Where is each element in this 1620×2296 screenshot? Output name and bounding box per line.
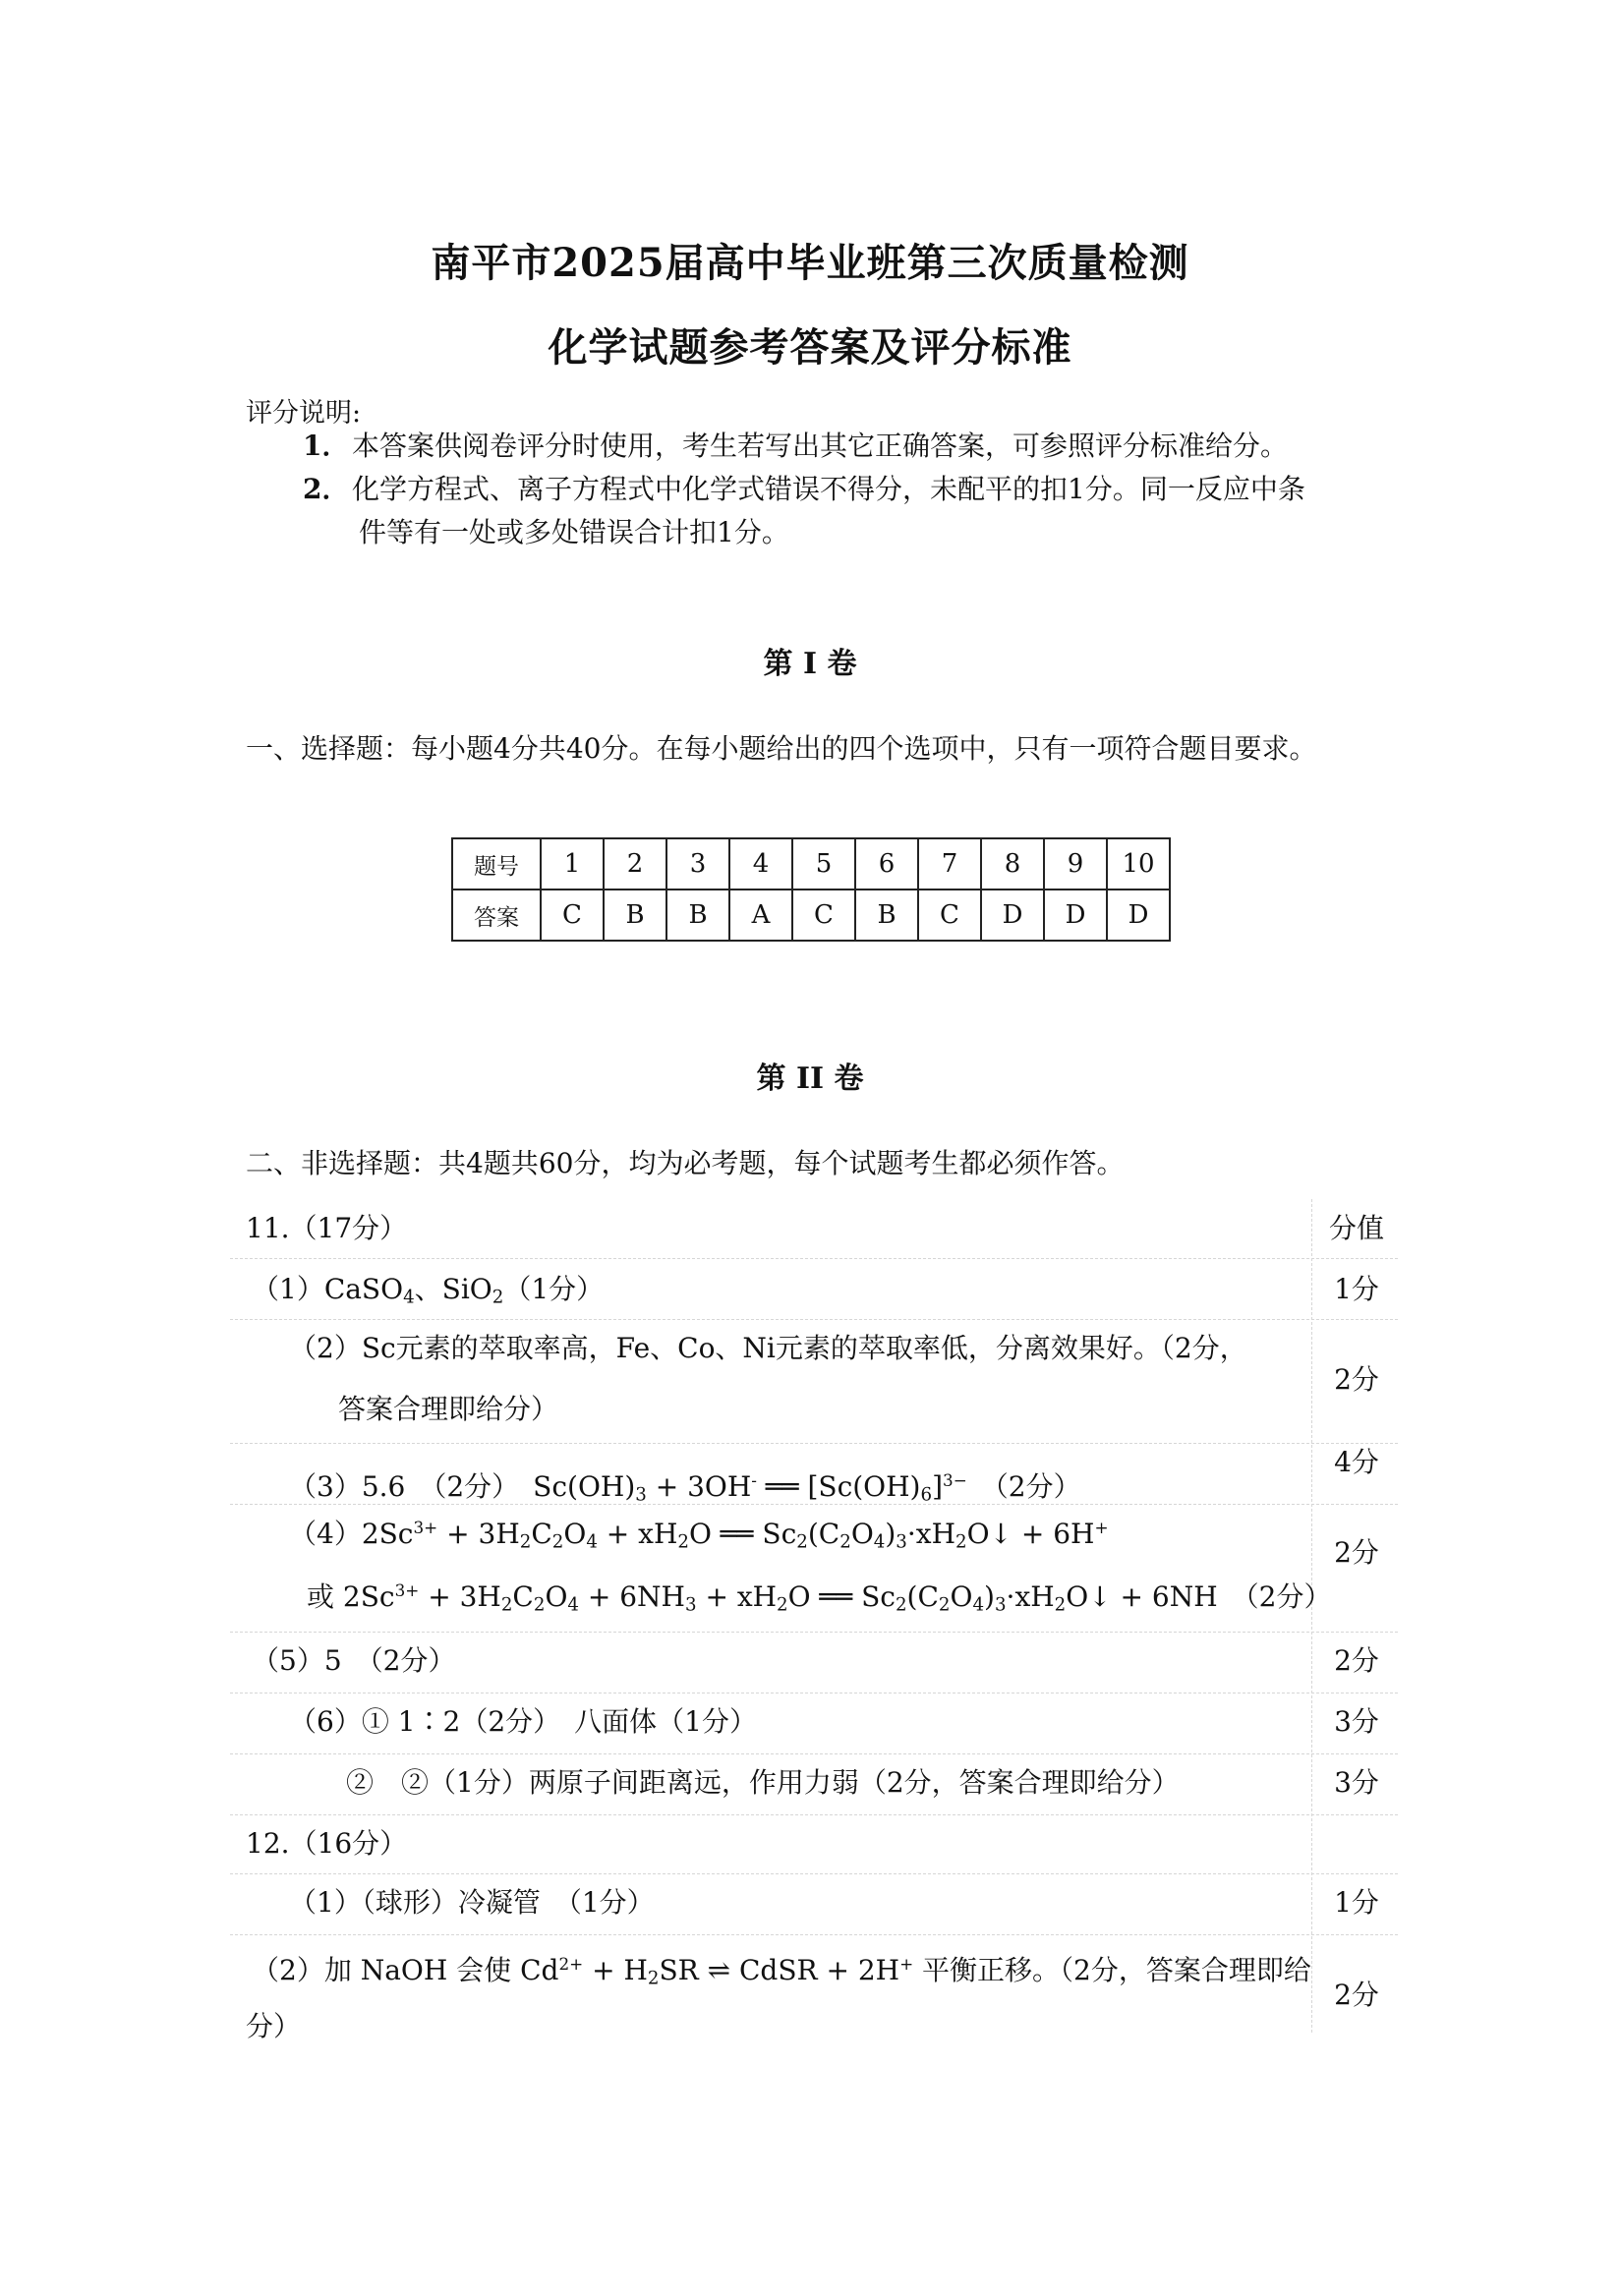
question-12-title: 12.（16分） [246, 1827, 408, 1860]
text-part: O [563, 1518, 587, 1551]
text-part: + xH [696, 1580, 778, 1614]
answer-text: ② ②（1分）两原子间距离远，作用力弱（2分，答案合理即给分） [346, 1766, 1180, 1799]
score-value: 2分 [1334, 1363, 1379, 1396]
note-text: 本答案供阅卷评分时使用，考生若写出其它正确答案，可参照评分标准给分。 [352, 430, 1289, 462]
scoring-note-1 [303, 425, 1384, 468]
text-part: C [512, 1580, 534, 1614]
answer-row-11-5 [230, 1632, 1398, 1693]
note-number: 1． [303, 430, 350, 462]
text-part: (C [906, 1580, 939, 1614]
score-value: 4分 [1334, 1446, 1379, 1478]
row-label-answer: 答案 [452, 890, 541, 941]
text-part: ] [932, 1470, 943, 1504]
question-number: 8 [981, 838, 1044, 890]
subscript: 2 [492, 1287, 504, 1308]
text-part: O ══ Sc [787, 1580, 896, 1614]
answer-row-11-3 [230, 1443, 1398, 1505]
superscript: 3+ [394, 1580, 420, 1600]
note-text-continued: 件等有一处或多处错误合计扣1分。 [359, 516, 789, 548]
text-part: ·xH [1006, 1580, 1055, 1614]
subscript: 3 [684, 1594, 697, 1616]
answer-text: （5）5 （2分） [252, 1644, 456, 1677]
section-1-heading: 一、选择题：每小题4分共40分。在每小题给出的四个选项中，只有一项符合题目要求。 [246, 732, 1317, 765]
text-part: 平衡正移。（2分，答案合理即给 [913, 1954, 1311, 1987]
answer-cell: C [918, 890, 981, 941]
section-2-heading: 二、非选择题：共4题共60分，均为必考题，每个试题考生都必须作答。 [246, 1147, 1125, 1179]
subscript: 2 [1054, 1594, 1067, 1616]
score-column-header: 分值 [1328, 1212, 1384, 1244]
superscript: - [751, 1470, 757, 1490]
answer-row-12-1 [230, 1873, 1398, 1935]
score-value: 2分 [1334, 1979, 1379, 2011]
subscript: 2 [519, 1531, 532, 1553]
answer-text-line2 [307, 1561, 1331, 1636]
text-part: + 6NH [578, 1580, 685, 1614]
text-part: （3）5.6 （2分） Sc(OH) [289, 1470, 636, 1504]
volume-2-heading: 第 II 卷 [756, 1062, 864, 1096]
score-value: 3分 [1334, 1766, 1379, 1799]
answer-row [452, 890, 1170, 941]
text-part: ) [885, 1518, 897, 1551]
superscript: 3+ [413, 1518, 438, 1537]
subscript: 2 [533, 1594, 546, 1616]
answer-row-12-2 [230, 1934, 1398, 2042]
text-part: O [850, 1518, 874, 1551]
note-text: 化学方程式、离子方程式中化学式错误不得分，未配平的扣1分。同一反应中条 [352, 473, 1305, 505]
text-part: + H [583, 1954, 648, 1987]
text-part: 、SiO [414, 1273, 492, 1305]
question-number: 1 [541, 838, 604, 890]
subscript: 2 [500, 1594, 513, 1616]
text-part: ) [984, 1580, 995, 1614]
answer-cell: D [981, 890, 1044, 941]
subscript: 2 [677, 1531, 689, 1553]
question-12-header-row [230, 1814, 1398, 1874]
answer-cell: A [729, 890, 792, 941]
answer-text-line1 [252, 1934, 1311, 2009]
score-value: 1分 [1334, 1886, 1379, 1919]
text-part: O ══ Sc [688, 1518, 797, 1551]
question-number: 9 [1044, 838, 1107, 890]
answer-row-11-1 [230, 1258, 1398, 1320]
text-part: C [531, 1518, 552, 1551]
document-subtitle: 化学试题参考答案及评分标准 [548, 324, 1072, 371]
score-value: 2分 [1334, 1644, 1379, 1677]
answer-text: （1）（球形）冷凝管 （1分） [289, 1886, 655, 1919]
text-part: + 3H [419, 1580, 501, 1614]
text-part: 或 2Sc [307, 1580, 395, 1614]
subscript: 2 [839, 1531, 851, 1553]
subscript: 2 [895, 1594, 907, 1616]
subscript: 3 [896, 1531, 907, 1553]
question-11-header-row [230, 1199, 1398, 1259]
text-part: ·xH [906, 1518, 955, 1551]
text-part: O [545, 1580, 568, 1614]
text-part: O↓ + 6H [966, 1518, 1095, 1551]
text-part: + 3OH [646, 1470, 752, 1504]
subscript: 4 [873, 1531, 886, 1553]
question-number: 3 [666, 838, 729, 890]
text-part: + 3H [437, 1518, 520, 1551]
superscript: + [899, 1954, 914, 1974]
text-part: (C [807, 1518, 840, 1551]
question-number-row [452, 838, 1170, 890]
superscript: 3− [943, 1470, 967, 1490]
subscript: 2 [796, 1531, 808, 1553]
text-part: SR ⇌ CdSR + 2H [659, 1954, 900, 1987]
answer-text-line2: 分） [246, 2010, 302, 2042]
answer-cell: D [1107, 890, 1170, 941]
subscript: 4 [403, 1287, 415, 1308]
answer-row-11-2 [230, 1319, 1398, 1444]
subscript: 2 [777, 1594, 788, 1616]
answer-text [252, 1260, 604, 1328]
answer-row-11-6a [230, 1693, 1398, 1754]
answer-cell: B [666, 890, 729, 941]
scoring-notes-heading: 评分说明: [246, 398, 362, 429]
subscript: 3 [635, 1484, 647, 1506]
score-value: 1分 [1334, 1273, 1379, 1305]
score-value: 3分 [1334, 1705, 1379, 1738]
answer-cell: B [604, 890, 666, 941]
text-part: （2分） [966, 1470, 1081, 1504]
subscript: 2 [955, 1531, 967, 1553]
subscript: 2 [647, 1968, 660, 1989]
text-part: （2）加 NaOH 会使 Cd [252, 1954, 559, 1987]
volume-1-heading: 第 I 卷 [763, 647, 857, 681]
text-part: ══ [Sc(OH) [756, 1470, 921, 1504]
answer-cell: B [855, 890, 918, 941]
answer-text: （6）① 1∶2（2分） 八面体（1分） [289, 1705, 757, 1738]
text-part: + xH [597, 1518, 678, 1551]
note-number: 2． [303, 473, 350, 505]
superscript: 2+ [558, 1954, 584, 1974]
subscript: 4 [567, 1594, 579, 1616]
answer-cell: D [1044, 890, 1107, 941]
answer-text-line2: 答案合理即给分） [338, 1393, 559, 1425]
answer-cell: C [541, 890, 604, 941]
row-label-question: 题号 [452, 838, 541, 890]
document-title: 南平市2025届高中毕业班第三次质量检测 [431, 240, 1189, 286]
text-part: O [950, 1580, 973, 1614]
question-number: 4 [729, 838, 792, 890]
subscript: 4 [586, 1531, 598, 1553]
question-number: 10 [1107, 838, 1170, 890]
subscript: 3 [994, 1594, 1007, 1616]
answer-text-line1: （2）Sc元素的萃取率高，Fe、Co、Ni元素的萃取率低，分离效果好。（2分， [289, 1332, 1247, 1364]
text-part: （4）2Sc [289, 1518, 414, 1551]
answer-row-11-4 [230, 1504, 1398, 1633]
text-part: （1）CaSO [252, 1273, 404, 1305]
subscript: 2 [551, 1531, 564, 1553]
superscript: + [1094, 1518, 1109, 1537]
choice-answer-table [451, 837, 1171, 942]
answer-row-11-6b [230, 1753, 1398, 1815]
question-number: 6 [855, 838, 918, 890]
question-number: 5 [792, 838, 855, 890]
score-value: 2分 [1334, 1536, 1379, 1569]
question-number: 7 [918, 838, 981, 890]
subscript: 6 [920, 1484, 933, 1506]
text-part: O↓ + 6NH （2分） [1066, 1580, 1332, 1614]
question-11-title: 11.（17分） [246, 1212, 408, 1244]
answer-cell: C [792, 890, 855, 941]
question-number: 2 [604, 838, 666, 890]
subscript: 2 [938, 1594, 951, 1616]
text-part: （1分） [503, 1273, 605, 1305]
subscript: 4 [972, 1594, 985, 1616]
scoring-note-2 [303, 468, 1384, 554]
